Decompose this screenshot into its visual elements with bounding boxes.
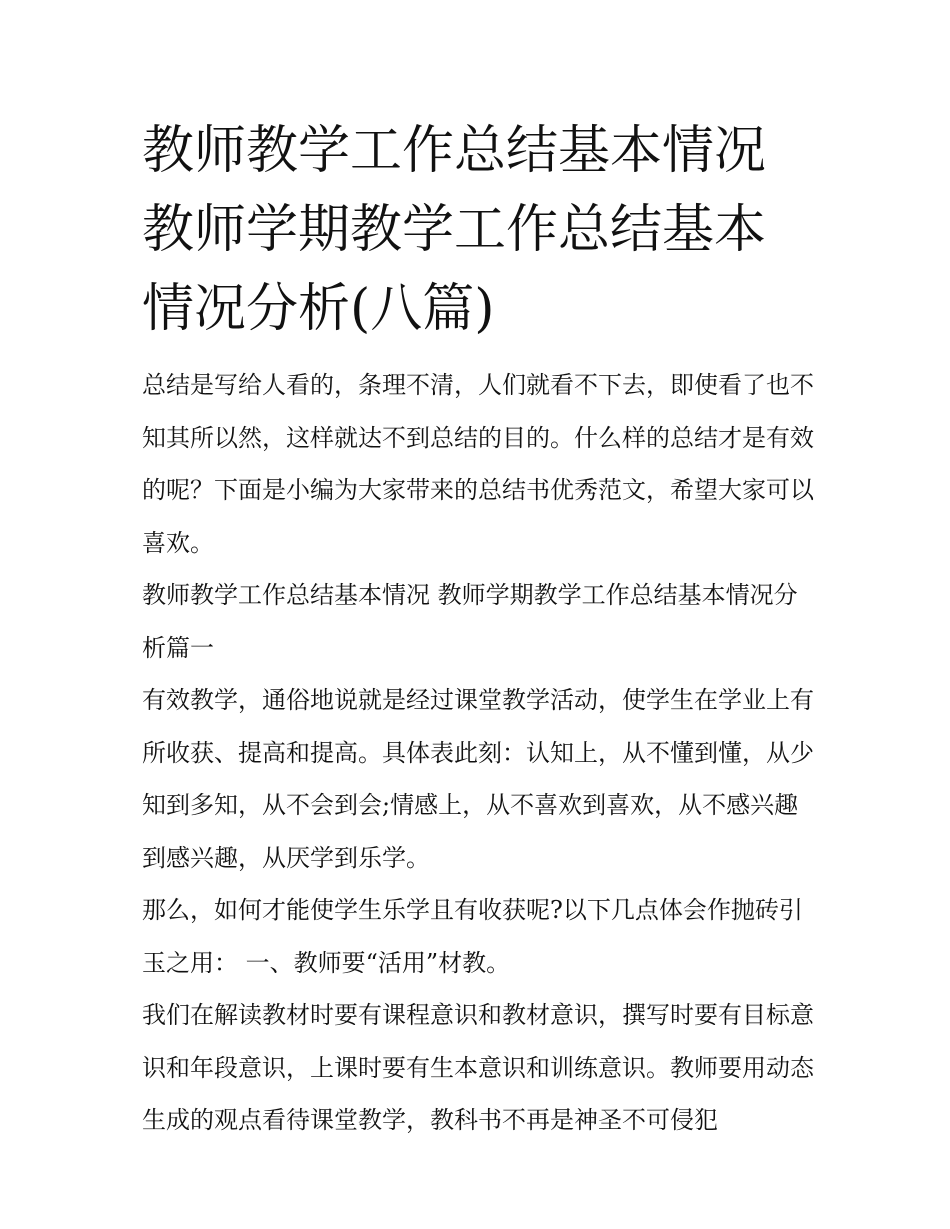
document-body	[142, 112, 814, 1147]
paragraph-textbook: 我们在解读教材时要有课程意识和教材意识，撰写时要有目标意识和年段意识，上课时要有生本意识和训练意识。教师要用动态生成的观点看待课堂教学，教科书不再是神圣不可侵犯	[142, 1001, 814, 1134]
document-title: 教师教学工作总结基本情况 教师学期教学工作总结基本情况分析(八篇)	[142, 121, 767, 339]
paragraph-effective-teaching: 有效教学，通俗地说就是经过课堂教学活动，使学生在学业上有所收获、提高和提高。具体表此刻：认知上，从不懂到懂，从少知到多知，从不会到会;情感上，从不喜欢到喜欢，从不感兴趣到感兴趣，从厌学到乐学。	[142, 686, 814, 872]
paragraph-intro: 总结是写给人看的，条理不清，人们就看不下去，即使看了也不知其所以然，这样就达不到总结的目的。什么样的总结才是有效的呢？下面是小编为大家带来的总结书优秀范文，希望大家可以喜欢。	[142, 371, 814, 557]
paragraph-how-to: 那么，如何才能使学生乐学且有收获呢?以下几点体会作抛砖引玉之用： 一、教师要“活用”材教。	[142, 896, 803, 977]
section-heading: 教师教学工作总结基本情况 教师学期教学工作总结基本情况分析篇一	[142, 581, 798, 662]
